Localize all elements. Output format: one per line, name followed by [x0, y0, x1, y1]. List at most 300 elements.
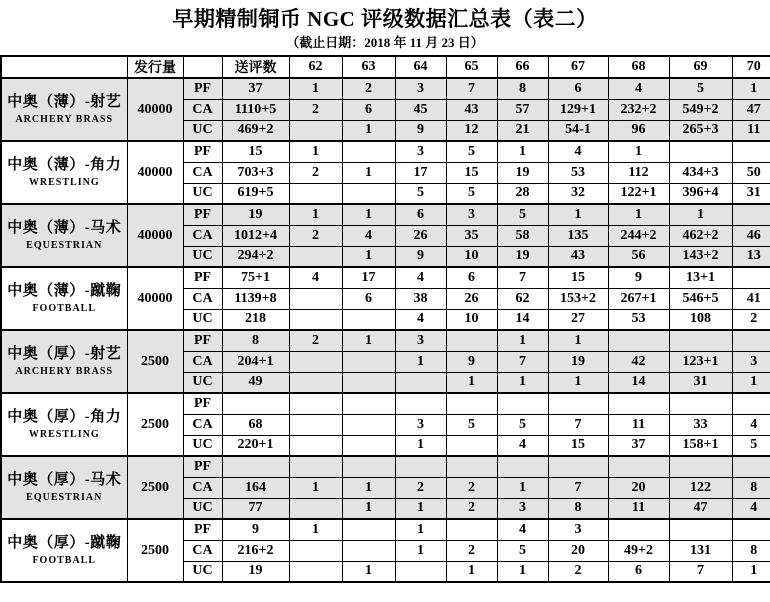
header-grade-69: 69: [669, 56, 732, 78]
value-cell-grade-68: 267+1: [608, 288, 669, 309]
submitted-count-cell: 619+5: [222, 183, 289, 204]
page-subtitle: （截止日期：2018 年 11 月 23 日）: [286, 35, 484, 50]
value-cell-grade-66: 1: [497, 561, 548, 582]
value-cell-grade-65: 1: [446, 372, 497, 393]
value-cell-grade-67: 1: [548, 204, 608, 225]
submitted-count-cell: 9: [222, 519, 289, 540]
group-name-cn: 中奥（厚）-角力: [7, 409, 122, 426]
value-cell-grade-64: 45: [395, 99, 446, 120]
value-cell-grade-69: 434+3: [669, 162, 732, 183]
grade-label-cell: PF: [183, 456, 222, 477]
value-cell-grade-62: [289, 435, 342, 456]
value-cell-grade-70: [732, 204, 770, 225]
value-cell-grade-66: 28: [497, 183, 548, 204]
value-cell-grade-64: 3: [395, 141, 446, 162]
value-cell-grade-65: 2: [446, 498, 497, 519]
group-name-cell: [1, 141, 127, 204]
value-cell-grade-68: 4: [608, 78, 669, 99]
grade-label-cell: UC: [183, 498, 222, 519]
value-cell-grade-66: 4: [497, 435, 548, 456]
value-cell-grade-63: [342, 519, 395, 540]
table-row: [1, 393, 770, 414]
submitted-count-cell: 216+2: [222, 540, 289, 561]
submitted-count-cell: 218: [222, 309, 289, 330]
value-cell-grade-67: 8: [548, 498, 608, 519]
header-grade-68: 68: [608, 56, 669, 78]
table-row: [1, 456, 770, 477]
value-cell-grade-66: 5: [497, 204, 548, 225]
submitted-count-cell: 77: [222, 498, 289, 519]
grade-label-cell: CA: [183, 99, 222, 120]
value-cell-grade-66: 5: [497, 414, 548, 435]
value-cell-grade-65: 1: [446, 561, 497, 582]
value-cell-grade-67: 153+2: [548, 288, 608, 309]
value-cell-grade-62: [289, 288, 342, 309]
table-header: [1, 56, 770, 78]
value-cell-grade-67: 1: [548, 330, 608, 351]
value-cell-grade-66: 7: [497, 351, 548, 372]
submitted-count-cell: 469+2: [222, 120, 289, 141]
grade-label-cell: CA: [183, 288, 222, 309]
value-cell-grade-64: 9: [395, 120, 446, 141]
value-cell-grade-65: 2: [446, 477, 497, 498]
grade-label-cell: CA: [183, 162, 222, 183]
value-cell-grade-62: [289, 246, 342, 267]
group-name-cn: 中奥（薄）-角力: [7, 157, 122, 174]
header-grade-70: 70: [732, 56, 770, 78]
mintage-cell: 40000: [127, 267, 183, 330]
value-cell-grade-62: [289, 393, 342, 414]
value-cell-grade-70: [732, 519, 770, 540]
submitted-count-cell: 68: [222, 414, 289, 435]
table-row: [1, 519, 770, 540]
value-cell-grade-64: [395, 372, 446, 393]
value-cell-grade-62: 2: [289, 330, 342, 351]
group-name-en: WRESTLING: [28, 176, 100, 188]
value-cell-grade-69: 7: [669, 561, 732, 582]
value-cell-grade-68: 96: [608, 120, 669, 141]
value-cell-grade-65: 7: [446, 78, 497, 99]
grade-label-cell: CA: [183, 225, 222, 246]
submitted-count-cell: 204+1: [222, 351, 289, 372]
value-cell-grade-63: [342, 456, 395, 477]
value-cell-grade-68: [608, 519, 669, 540]
value-cell-grade-65: 5: [446, 183, 497, 204]
group-name-cn: 中奥（厚）-马术: [7, 472, 122, 489]
submitted-count-cell: 220+1: [222, 435, 289, 456]
submitted-count-cell: 164: [222, 477, 289, 498]
value-cell-grade-62: 4: [289, 267, 342, 288]
value-cell-grade-70: [732, 330, 770, 351]
value-cell-grade-67: 15: [548, 267, 608, 288]
value-cell-grade-63: 2: [342, 78, 395, 99]
value-cell-grade-64: 1: [395, 435, 446, 456]
value-cell-grade-69: [669, 519, 732, 540]
value-cell-grade-67: 129+1: [548, 99, 608, 120]
value-cell-grade-66: 21: [497, 120, 548, 141]
value-cell-grade-67: 3: [548, 519, 608, 540]
grade-label-cell: UC: [183, 561, 222, 582]
value-cell-grade-69: 1: [669, 204, 732, 225]
value-cell-grade-70: [732, 393, 770, 414]
value-cell-grade-67: 19: [548, 351, 608, 372]
group-name-cell: [1, 330, 127, 393]
value-cell-grade-65: [446, 435, 497, 456]
table-row: [1, 267, 770, 288]
value-cell-grade-63: [342, 183, 395, 204]
value-cell-grade-68: 244+2: [608, 225, 669, 246]
value-cell-grade-68: 9: [608, 267, 669, 288]
value-cell-grade-65: 15: [446, 162, 497, 183]
value-cell-grade-62: 1: [289, 477, 342, 498]
value-cell-grade-65: 9: [446, 351, 497, 372]
value-cell-grade-63: [342, 435, 395, 456]
table-row: [1, 141, 770, 162]
value-cell-grade-68: 42: [608, 351, 669, 372]
value-cell-grade-63: 1: [342, 246, 395, 267]
grade-label-cell: UC: [183, 309, 222, 330]
value-cell-grade-70: 41: [732, 288, 770, 309]
value-cell-grade-68: [608, 330, 669, 351]
value-cell-grade-67: 15: [548, 435, 608, 456]
group-name-cell: [1, 456, 127, 519]
value-cell-grade-70: 1: [732, 561, 770, 582]
value-cell-grade-66: 14: [497, 309, 548, 330]
value-cell-grade-66: 5: [497, 540, 548, 561]
submitted-count-cell: 1139+8: [222, 288, 289, 309]
value-cell-grade-70: 31: [732, 183, 770, 204]
mintage-cell: 2500: [127, 519, 183, 582]
value-cell-grade-63: 4: [342, 225, 395, 246]
value-cell-grade-62: [289, 561, 342, 582]
value-cell-grade-67: 6: [548, 78, 608, 99]
value-cell-grade-66: 1: [497, 330, 548, 351]
value-cell-grade-66: 4: [497, 519, 548, 540]
value-cell-grade-69: 47: [669, 498, 732, 519]
value-cell-grade-66: 8: [497, 78, 548, 99]
value-cell-grade-64: 17: [395, 162, 446, 183]
value-cell-grade-69: 546+5: [669, 288, 732, 309]
value-cell-grade-67: 7: [548, 414, 608, 435]
value-cell-grade-64: 3: [395, 78, 446, 99]
value-cell-grade-65: 5: [446, 141, 497, 162]
value-cell-grade-67: 135: [548, 225, 608, 246]
grade-label-cell: PF: [183, 267, 222, 288]
value-cell-grade-65: [446, 519, 497, 540]
table-row: [1, 78, 770, 99]
value-cell-grade-66: 19: [497, 246, 548, 267]
mintage-cell: 40000: [127, 204, 183, 267]
grade-label-cell: UC: [183, 183, 222, 204]
value-cell-grade-69: 123+1: [669, 351, 732, 372]
value-cell-grade-68: 232+2: [608, 99, 669, 120]
value-cell-grade-66: 1: [497, 141, 548, 162]
header-grade-64: 64: [395, 56, 446, 78]
value-cell-grade-69: 5: [669, 78, 732, 99]
value-cell-grade-66: [497, 456, 548, 477]
value-cell-grade-64: [395, 456, 446, 477]
value-cell-grade-66: 7: [497, 267, 548, 288]
value-cell-grade-68: 53: [608, 309, 669, 330]
header-grade-63: 63: [342, 56, 395, 78]
value-cell-grade-65: 10: [446, 309, 497, 330]
value-cell-grade-65: 43: [446, 99, 497, 120]
submitted-count-cell: 19: [222, 561, 289, 582]
submitted-count-cell: 703+3: [222, 162, 289, 183]
value-cell-grade-66: 1: [497, 477, 548, 498]
submitted-count-cell: 1110+5: [222, 99, 289, 120]
grade-label-cell: PF: [183, 204, 222, 225]
value-cell-grade-68: 11: [608, 498, 669, 519]
value-cell-grade-62: [289, 456, 342, 477]
group-name-cell: [1, 78, 127, 141]
value-cell-grade-67: 32: [548, 183, 608, 204]
value-cell-grade-64: [395, 393, 446, 414]
value-cell-grade-70: 11: [732, 120, 770, 141]
value-cell-grade-68: 56: [608, 246, 669, 267]
submitted-count-cell: [222, 456, 289, 477]
value-cell-grade-69: 462+2: [669, 225, 732, 246]
value-cell-grade-69: 143+2: [669, 246, 732, 267]
value-cell-grade-63: 1: [342, 477, 395, 498]
value-cell-grade-66: 58: [497, 225, 548, 246]
value-cell-grade-70: 8: [732, 477, 770, 498]
value-cell-grade-70: [732, 267, 770, 288]
value-cell-grade-69: 396+4: [669, 183, 732, 204]
value-cell-grade-67: 53: [548, 162, 608, 183]
value-cell-grade-68: 20: [608, 477, 669, 498]
value-cell-grade-63: [342, 540, 395, 561]
value-cell-grade-70: 2: [732, 309, 770, 330]
value-cell-grade-65: 12: [446, 120, 497, 141]
grade-label-cell: PF: [183, 393, 222, 414]
group-name-cn: 中奥（薄）-马术: [7, 220, 122, 237]
group-name-cell: [1, 267, 127, 330]
value-cell-grade-70: 8: [732, 540, 770, 561]
value-cell-grade-70: 5: [732, 435, 770, 456]
value-cell-grade-65: 5: [446, 414, 497, 435]
group-name-en: ARCHERY BRASS: [15, 113, 114, 125]
header-corner-blank: [1, 56, 127, 78]
value-cell-grade-69: 108: [669, 309, 732, 330]
value-cell-grade-63: 1: [342, 204, 395, 225]
value-cell-grade-65: 35: [446, 225, 497, 246]
value-cell-grade-65: [446, 456, 497, 477]
value-cell-grade-63: [342, 414, 395, 435]
value-cell-grade-69: [669, 141, 732, 162]
group-name-en: EQUESTRIAN: [26, 239, 103, 251]
value-cell-grade-68: [608, 456, 669, 477]
header-grade-62: 62: [289, 56, 342, 78]
value-cell-grade-66: 62: [497, 288, 548, 309]
value-cell-grade-62: [289, 372, 342, 393]
value-cell-grade-70: 1: [732, 372, 770, 393]
header-grade-67: 67: [548, 56, 608, 78]
value-cell-grade-67: 2: [548, 561, 608, 582]
value-cell-grade-63: [342, 393, 395, 414]
group-name-cn: 中奥（薄）-蹴鞠: [7, 283, 122, 300]
value-cell-grade-64: 2: [395, 477, 446, 498]
value-cell-grade-68: [608, 393, 669, 414]
group-name-en: WRESTLING: [28, 428, 100, 440]
value-cell-grade-64: 4: [395, 267, 446, 288]
grade-label-cell: UC: [183, 246, 222, 267]
value-cell-grade-68: 37: [608, 435, 669, 456]
value-cell-grade-70: 13: [732, 246, 770, 267]
value-cell-grade-69: [669, 330, 732, 351]
value-cell-grade-67: 43: [548, 246, 608, 267]
value-cell-grade-65: 10: [446, 246, 497, 267]
value-cell-grade-70: [732, 456, 770, 477]
value-cell-grade-66: 3: [497, 498, 548, 519]
value-cell-grade-69: 158+1: [669, 435, 732, 456]
value-cell-grade-62: 2: [289, 225, 342, 246]
value-cell-grade-62: 1: [289, 141, 342, 162]
value-cell-grade-70: 1: [732, 78, 770, 99]
value-cell-grade-68: 122+1: [608, 183, 669, 204]
value-cell-grade-63: [342, 141, 395, 162]
grading-table: [0, 55, 770, 583]
value-cell-grade-70: 4: [732, 414, 770, 435]
group-name-cell: [1, 204, 127, 267]
group-name-cn: 中奥（薄）-射艺: [7, 94, 122, 111]
value-cell-grade-65: 6: [446, 267, 497, 288]
value-cell-grade-66: 19: [497, 162, 548, 183]
value-cell-grade-63: 1: [342, 120, 395, 141]
value-cell-grade-62: 1: [289, 519, 342, 540]
grade-label-cell: UC: [183, 120, 222, 141]
value-cell-grade-68: 6: [608, 561, 669, 582]
page-title: 早期精制铜币 NGC 评级数据汇总表（表二）: [172, 7, 598, 31]
value-cell-grade-69: 33: [669, 414, 732, 435]
value-cell-grade-69: 131: [669, 540, 732, 561]
value-cell-grade-68: 14: [608, 372, 669, 393]
submitted-count-cell: 15: [222, 141, 289, 162]
grade-label-cell: PF: [183, 330, 222, 351]
value-cell-grade-67: 54-1: [548, 120, 608, 141]
value-cell-grade-67: [548, 456, 608, 477]
value-cell-grade-69: 549+2: [669, 99, 732, 120]
group-name-cell: [1, 519, 127, 582]
value-cell-grade-67: 27: [548, 309, 608, 330]
group-name-en: FOOTBALL: [32, 554, 97, 566]
header-grade-blank: [183, 56, 222, 78]
value-cell-grade-69: 122: [669, 477, 732, 498]
submitted-count-cell: 37: [222, 78, 289, 99]
mintage-cell: 40000: [127, 78, 183, 141]
grade-label-cell: CA: [183, 540, 222, 561]
submitted-count-cell: 19: [222, 204, 289, 225]
value-cell-grade-67: 4: [548, 141, 608, 162]
value-cell-grade-70: 3: [732, 351, 770, 372]
value-cell-grade-63: 6: [342, 288, 395, 309]
value-cell-grade-64: 6: [395, 204, 446, 225]
value-cell-grade-65: 3: [446, 204, 497, 225]
mintage-cell: 2500: [127, 330, 183, 393]
value-cell-grade-68: 49+2: [608, 540, 669, 561]
grade-label-cell: CA: [183, 414, 222, 435]
value-cell-grade-66: 1: [497, 372, 548, 393]
value-cell-grade-64: 5: [395, 183, 446, 204]
mintage-cell: 40000: [127, 141, 183, 204]
table-body: [1, 78, 770, 582]
group-name-cn: 中奥（厚）-蹴鞠: [7, 535, 122, 552]
value-cell-grade-62: [289, 183, 342, 204]
value-cell-grade-64: [395, 561, 446, 582]
value-cell-grade-67: 1: [548, 372, 608, 393]
value-cell-grade-70: 50: [732, 162, 770, 183]
grade-label-cell: UC: [183, 435, 222, 456]
value-cell-grade-68: 1: [608, 204, 669, 225]
grade-label-cell: CA: [183, 351, 222, 372]
submitted-count-cell: 294+2: [222, 246, 289, 267]
mintage-cell: 2500: [127, 393, 183, 456]
value-cell-grade-64: 38: [395, 288, 446, 309]
value-cell-grade-68: 1: [608, 141, 669, 162]
value-cell-grade-70: 4: [732, 498, 770, 519]
value-cell-grade-66: 57: [497, 99, 548, 120]
grade-label-cell: CA: [183, 477, 222, 498]
value-cell-grade-70: 47: [732, 99, 770, 120]
value-cell-grade-62: [289, 540, 342, 561]
value-cell-grade-62: 2: [289, 99, 342, 120]
value-cell-grade-67: 7: [548, 477, 608, 498]
value-cell-grade-70: [732, 141, 770, 162]
submitted-count-cell: 75+1: [222, 267, 289, 288]
value-cell-grade-69: [669, 393, 732, 414]
value-cell-grade-65: [446, 330, 497, 351]
mintage-cell: 2500: [127, 456, 183, 519]
value-cell-grade-64: 3: [395, 414, 446, 435]
group-name-en: FOOTBALL: [32, 302, 97, 314]
value-cell-grade-63: 1: [342, 561, 395, 582]
header-submitted-label: 送评数: [222, 56, 289, 78]
value-cell-grade-63: 17: [342, 267, 395, 288]
value-cell-grade-63: [342, 309, 395, 330]
value-cell-grade-69: 13+1: [669, 267, 732, 288]
grade-label-cell: PF: [183, 141, 222, 162]
value-cell-grade-62: [289, 120, 342, 141]
value-cell-grade-64: 1: [395, 519, 446, 540]
value-cell-grade-63: [342, 351, 395, 372]
header-row: [1, 56, 770, 78]
value-cell-grade-64: 4: [395, 309, 446, 330]
table-row: [1, 204, 770, 225]
group-name-cn: 中奥（厚）-射艺: [7, 346, 122, 363]
value-cell-grade-63: 1: [342, 330, 395, 351]
value-cell-grade-69: 31: [669, 372, 732, 393]
grade-label-cell: PF: [183, 78, 222, 99]
group-name-cell: [1, 393, 127, 456]
value-cell-grade-65: [446, 393, 497, 414]
value-cell-grade-68: 112: [608, 162, 669, 183]
submitted-count-cell: 49: [222, 372, 289, 393]
value-cell-grade-68: 11: [608, 414, 669, 435]
value-cell-grade-63: 1: [342, 162, 395, 183]
value-cell-grade-64: 1: [395, 351, 446, 372]
value-cell-grade-64: 9: [395, 246, 446, 267]
value-cell-grade-62: [289, 414, 342, 435]
grade-label-cell: UC: [183, 372, 222, 393]
value-cell-grade-65: 26: [446, 288, 497, 309]
value-cell-grade-62: [289, 351, 342, 372]
value-cell-grade-62: 2: [289, 162, 342, 183]
submitted-count-cell: [222, 393, 289, 414]
value-cell-grade-67: 20: [548, 540, 608, 561]
value-cell-grade-62: [289, 309, 342, 330]
value-cell-grade-63: 1: [342, 498, 395, 519]
value-cell-grade-64: 26: [395, 225, 446, 246]
